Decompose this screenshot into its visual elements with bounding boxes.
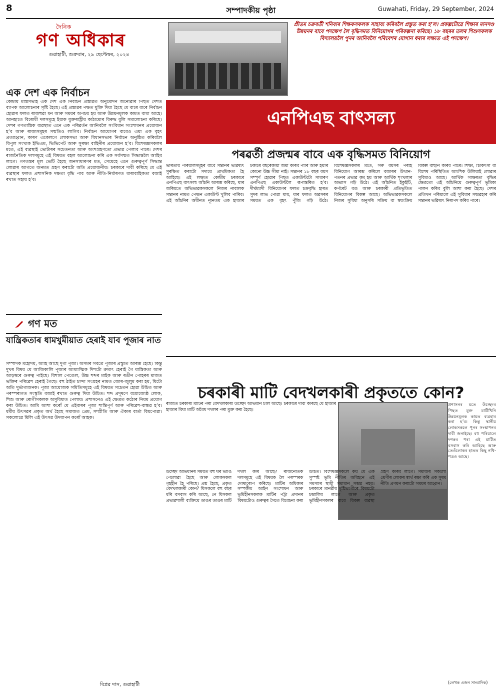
- kicker-text: প্ৰীতম চক্রবর্তী শনিবাৰ শিক্ষকসকলক সাহায্য কৰিবলৈ প্ৰস্তুত কৰা হ’ল। প্রকল্পটোৱে শিক্ষাৰ মানদণ্ড উন্নয়নৰ বাবে পদক্ষেপ লৈ বৃদ্ধিসমত বিনিয়োগৰ পৰিকল্পনা কৰিছে। ১৮ বছৰৰ তলৰ শিশুসকলক বিদ্যালয়লৈ পুনৰ আনিবলৈ পৰিবেশৰ যোগান ধৰাৰ লক্ষ্যত এই পদক্ষেপ।: [293, 22, 495, 42]
- opinion-header: [6, 314, 162, 334]
- opinion-body: সম্পাদক মহোদয়, আহি আছে দুৰ্গা পূজা। অসমৰ সৰ্বত্ৰে পূজাৰ প্ৰস্তুতি আৰম্ভ হৈছে। কিন্তু দুখৰ বিষয় যে আজিকালি পূজাৰ আধ্যাত্মিক দিশটো ক্ৰমাৎ হেৰাই গৈ যান্ত্ৰিকতা আৰু আড়ম্বৰে গুৰুত্ব পাইছে। বিশাল পেণ্ডেল, উচ্চ শব্দৰ মাইক আৰু ৰঙীন পোহৰৰ মাজত ভক্তিৰ পৰিৱেশ হেৰাই গৈছে। বহু ঠাইত চান্দা সংগ্ৰহৰ নামত জোৰ-জুলুম কৰা হয়, যিটো অতি দুৰ্ভাগ্যজনক। পূজা আয়োজক সমিতিসমূহে এই বিষয়ত সচেতন হোৱা উচিত আৰু পৰম্পৰাগত সংস্কৃতি বজাই ৰখাত গুৰুত্ব দিয়া উচিত। শব্দ প্ৰদূষণে বয়োজ্যেষ্ঠ লোক, শিশু আৰু ৰোগীসকলক অসুবিধাত পেলায়। প্ৰশাসনেও এই ক্ষেত্ৰত কঠোৰ নিয়ম প্ৰয়োগ কৰা উচিত। আমি আশা কৰোঁ যে এইবাৰৰ পূজা শান্তিপূৰ্ণ আৰু পৰিৱেশ-বান্ধৱ হ’ব। ধৰ্মীয় উৎসৱৰ প্ৰকৃত অৰ্থ হৈছে সমাজত প্ৰেম, সম্প্ৰীতি আৰু ঐক্যৰ বাৰ্তা বিয়পোৱা। সকলোৱে মিলি এই উৎসৱ উদযাপন কৰোঁ আহক।: [6, 362, 162, 421]
- lead-story-body: ভাৰতীয় পৰিয়ালসমূহৰ বাবে সন্তানৰ ভৱিষ্যৎ সুৰক্ষিত কৰাটো সদায়ে প্ৰাথমিকতা হৈ আহিছে। এই লক্ষ্যত কেন্দ্ৰীয় চৰকাৰে এনপিএছ বাৎসল্য আঁচনি আৰম্ভ কৰিছে, যাৰ জৰিয়তে অভিভাৱকসকলে নিজৰ নাবালক সন্তানৰ নামত পেঞ্চন একাউণ্ট খুলিব পাৰিব। এই আঁচনিৰ অধীনত ন্যূনতম এক হাজাৰ টকাৰে বছৰেকীয়া জমা কৰিব পাৰি আৰু ইয়াৰ কোনো উচ্চ সীমা নাই। সন্তানৰ ১৮ বছৰ বয়স সম্পূৰ্ণ হোৱাৰ পিছত একাউণ্টটো সাধাৰণ এনপিএছ একাউণ্টলৈ ৰূপান্তৰিত হ’ব। দীৰ্ঘম্যাদী বিনিয়োগৰ ফলত চক্ৰবৃদ্ধি হাৰত সুদৰ লাভ পোৱা যায়, যাৰ ফলত অৱসৰৰ সময়ত এক বৃহৎ পুঁজি গঢ়ি উঠে। বিশেষজ্ঞসকলৰ মতে, সৰু বয়সৰ পৰাই বিনিয়োগ আৰম্ভ কৰিলে বজাৰৰ উত্থান-পতনৰ প্ৰভাৱ কম হয় আৰু আৰ্থিক শৃংখলাৰ অভ্যাস গঢ়ি উঠে। এই আঁচনিত ইকুইটি, কৰ্পৰেট বণ্ড আৰু চৰকাৰী প্ৰতিভূতিত বিনিয়োগৰ বিকল্প আছে। অভিভাৱকসকলে নিজৰ সুবিধা অনুসৰি সক্ৰিয় বা স্বয়ংক্ৰিয় বিকল্প বাছনি কৰিব পাৰে। শিক্ষা, চিকিৎসা বা বিশেষ পৰিস্থিতিত আংশিক উলিয়াই লোৱাৰ সুবিধাও আছে। আৰ্থিক সাক্ষৰতা বৃদ্ধিৰ ক্ষেত্ৰতো এই আঁচনিয়ে গুৰুত্বপূৰ্ণ ভূমিকা পালন কৰিব বুলি আশা কৰা হৈছে। দেশৰ প্ৰতিখন পৰিয়ালে এই সুবিধাৰ সদ্ব্যৱহাৰ কৰি সন্তানৰ ভৱিষ্যৎ নিৰাপদ কৰিব পাৰে।: [166, 164, 496, 204]
- pen-icon: [14, 319, 24, 329]
- second-story-body-right: প্ৰশাসনৰ মতে উচ্ছেদৰ পিছত মুক্ত মাটিখিনি উন্নয়নমূলক কামত ব্যৱহাৰ কৰা হ’ব। কিন্তু স্থানীয় লোকসকলে পুনৰ সংস্থাপনৰ দাবী জনাইছে। বহু পৰিয়ালে দশকৰ পৰা এই মাটিত বসবাস কৰি আহিছে আৰু তেওঁলোকৰ হাতত কিছু নথি-পত্ৰও আছে।: [448, 402, 496, 460]
- page-number: 8: [6, 4, 13, 14]
- page-header: [6, 4, 494, 19]
- editorial-body: কেন্দ্ৰীয় মন্ত্ৰিসভাই এক দেশ এক নিৰ্বাচন প্ৰস্তাৱত অনুমোদন জনোৱাৰ পিছত দেশত ব্যাপক আলোচনাৰ সৃষ্টি হৈছে। এই প্ৰস্তাৱৰ পক্ষত যুক্তি দিয়া হৈছে যে বাৰে বাৰে নিৰ্বাচন হোৱাৰ ফলত ৰাজহুৱা ধন আৰু সময়ৰ অপচয় হয় আৰু উন্নয়নমূলক কামত বাধা আহে। আনহাতে বিৰোধী দলসমূহে ইয়াক যুক্তৰাষ্ট্ৰীয় কাঠামোৰ বিৰুদ্ধ বুলি সমালোচনা কৰিছে। দেশৰ গণতান্ত্ৰিক ব্যৱস্থাত এনে এক পৰিৱৰ্তন আনিবলৈ সংবিধান সংশোধনৰ প্ৰয়োজন হ’ব আৰু ৰাজ্যসমূহৰ সন্মতিও লাগিব। নিৰ্বাচন আয়োগৰ বাবেও এয়া এক বৃহৎ প্ৰত্যাহ্বান, কাৰণ একেলগে লোকসভা আৰু বিধানসভাৰ নিৰ্বাচন অনুষ্ঠিত কৰিবলৈ বিপুল সংখ্যক ইভিএম, ভিভিপেট আৰু সুৰক্ষা বাহিনীৰ প্ৰয়োজন হ’ব। বিশেষজ্ঞসকলৰ মতে, এই ব্যৱস্থাই ভোটাৰৰ সচেতনতা আৰু অংশগ্ৰহণতো প্ৰভাৱ পেলাব পাৰে। দেশৰ ৰাজনৈতিক দলসমূহে এই বিষয়ত বহল আলোচনা কৰি এক সৰ্বসন্মত সিদ্ধান্তলৈ আহিব লাগে। গণতন্ত্ৰৰ মূল ভেটি হৈছে জনসাধাৰণৰ মত, সেয়েহে এনে গুৰুত্বপূৰ্ণ সিদ্ধান্ত লোৱাৰ আগতে জনমত গ্ৰহণ কৰাটো অতি প্ৰয়োজনীয়। চৰকাৰে দাবী কৰিছে যে এই ব্যৱস্থাৰ ফলত প্ৰশাসনিক দক্ষতা বৃদ্ধি পাব আৰু নীতি-নিৰ্ধাৰণত ধাৰাবাহিকতা বজাই ৰখাত সহায় হ’ব।: [6, 100, 162, 183]
- divider: [166, 356, 496, 357]
- masthead-brand: গণ অধিকাৰ: [36, 31, 126, 51]
- second-story-body-top: ৰাজ্যত চৰকাৰী মাটিৰ পৰা বেদখলকাৰী উচ্ছেদ অভিযান চলি আছে। চৰকাৰে দাবী কৰিছে যে হাজাৰ হাজাৰ বিঘা মাটি অবৈধ দখলৰ পৰা মুক্ত কৰা হৈছে।: [166, 402, 336, 413]
- banner-subtitle: পৰৱৰ্তী প্ৰজন্মৰ বাবে এক বৃদ্ধিসমত বিনিয়োগ: [231, 148, 431, 161]
- event-photo: [168, 22, 288, 96]
- dateline: Guwahati, Friday, 29 September, 2024: [377, 6, 494, 13]
- event-people: [175, 63, 281, 89]
- section-title: সম্পাদকীয় পৃষ্ঠা: [226, 6, 276, 15]
- opinion-signature: বিপ্লৱ দাস, গুৱাহাটী: [100, 682, 140, 688]
- event-backdrop: [175, 31, 281, 43]
- masthead: [6, 22, 162, 82]
- editorial-title: এক দেশ এক নিৰ্বাচন: [6, 88, 90, 99]
- opinion-title: যান্ত্ৰিকতাৰ ধামখুমীয়াত হেৰাই যাব পূজাৰ নাত: [6, 336, 161, 346]
- opinion-column-name: গণ মত: [28, 319, 58, 330]
- excavator-shape: [361, 429, 415, 465]
- banner-title: এনপিএছ বাৎসল্য: [266, 108, 396, 129]
- author-note: (লেখক এজন সাংবাদিক): [448, 680, 488, 685]
- banner: [166, 100, 496, 144]
- masthead-tagline: গুৱাহাটী, শুক্রবাৰ, ২৯ ছেপ্টেম্বৰ, ২০২৪: [48, 52, 130, 58]
- masthead-daily-label: দৈনিক: [56, 24, 72, 31]
- second-story-title: চৰকাৰী মাটি বেদখলকাৰী প্ৰকৃততে কোন?: [197, 383, 465, 402]
- second-story-body-lower: উচ্ছেদ অভিযানৰ সময়ত বহু ঘৰ ভাঙি পেলোৱা হৈছে আৰু লোকসকল গৃহহীন হৈ পৰিছে। প্ৰশ্ন হৈছে, প্ৰকৃত বেদখলকাৰী কোন? যিসকলে বহু বছৰ ধৰি বসবাস কৰি আছে, নে যিসকল প্ৰভাৱশালী ব্যক্তিয়ে ডাঙৰ ডাঙৰ মাটি দখল কৰি আছে? ৰাজনৈতিক দলসমূহে এই বিষয়ক লৈ পৰস্পৰক দোষাৰোপ কৰিছে। মাটিৰ অধিকাৰ সম্পৰ্কীয় আইন সংশোধন আৰু ভূমিহীনসকলক মাটিৰ পট্টা প্ৰদানৰ বিষয়টোও গুৰুত্বৰ সৈতে বিবেচনা কৰা উচিত। বিশেষজ্ঞসকলে কয় যে এক সুস্পষ্ট ভূমি নীতিৰ অবিহনে এই সমস্যাৰ স্থায়ী সমাধান সম্ভৱ নহয়। চৰকাৰে মানৱীয় দৃষ্টিভংগীৰে বিষয়টো চম্ভালিব লাগে আৰু প্ৰকৃত ভূমিহীনসকলৰ বাবে বিকল্প ব্যৱস্থা গ্ৰহণ কৰিব লাগে। সমাজৰ সকলো শ্ৰেণীৰ লোকৰ স্বাৰ্থ ৰক্ষা কৰি এক সুষম নীতি প্ৰণয়ন কৰাটো সময়ৰ আহ্বান।: [166, 470, 446, 504]
